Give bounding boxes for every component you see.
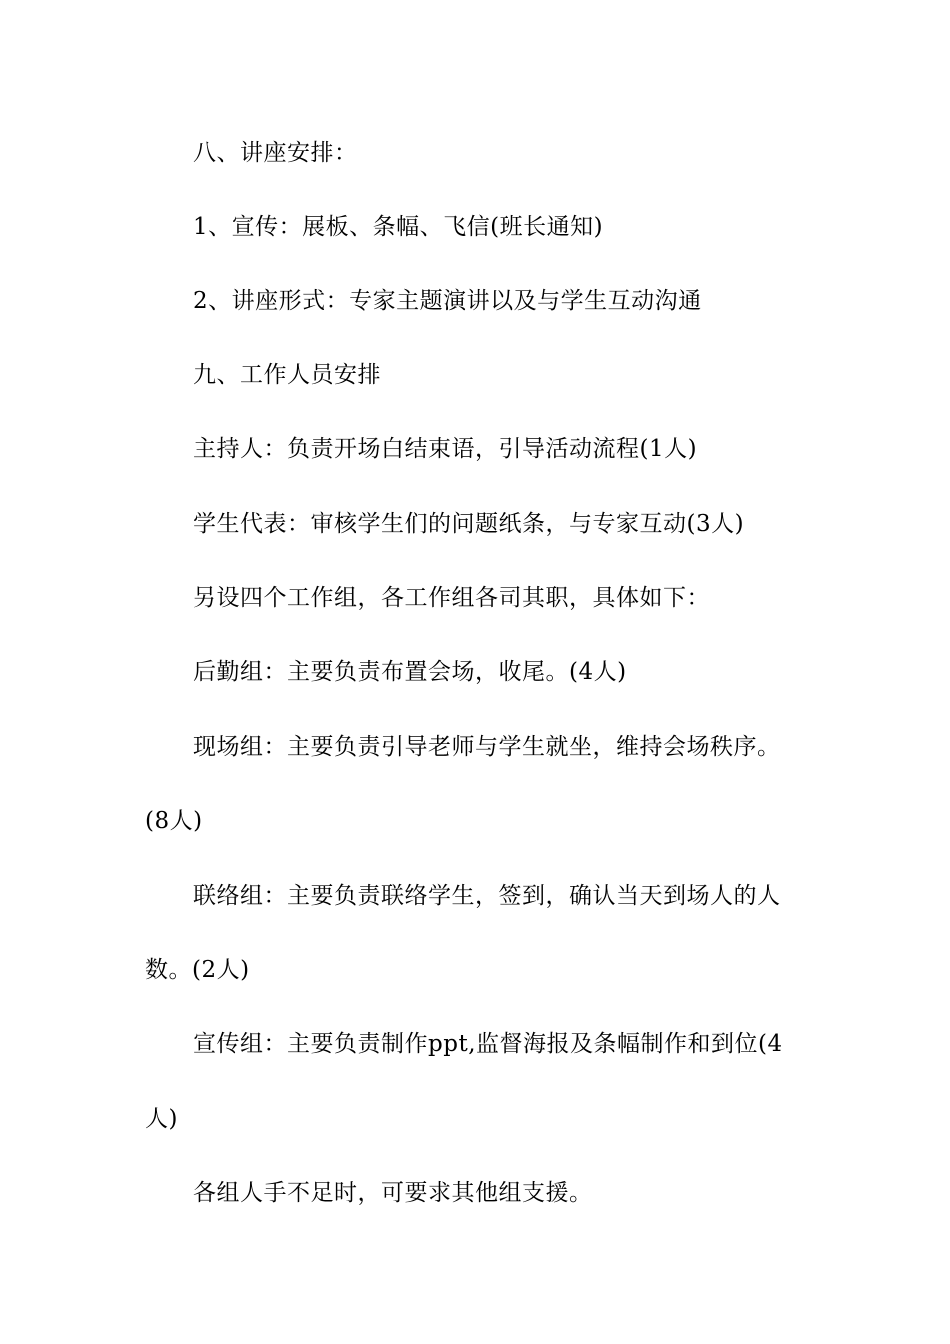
group-onsite-line-2: (8人) <box>145 808 203 834</box>
group-publicity-line-1: 宣传组：主要负责制作ppt,监督海报及条幅制作和到位(4 <box>193 1031 783 1057</box>
staff-host: 主持人：负责开场白结束语，引导活动流程(1人) <box>193 436 698 462</box>
lecture-item-format: 2、讲座形式：专家主题演讲以及与学生互动沟通 <box>193 288 702 314</box>
work-groups-intro: 另设四个工作组，各工作组各司其职，具体如下： <box>193 585 710 611</box>
staff-student-representatives: 学生代表：审核学生们的问题纸条，与专家互动(3人) <box>193 511 745 537</box>
group-liaison-line-2: 数。(2人) <box>145 957 250 983</box>
heading-lecture-arrangement: 八、讲座安排： <box>193 140 358 166</box>
group-logistics: 后勤组：主要负责布置会场，收尾。(4人) <box>193 659 627 685</box>
group-liaison-line-1: 联络组：主要负责联络学生，签到，确认当天到场人的人 <box>193 883 781 909</box>
group-onsite-line-1: 现场组：主要负责引导老师与学生就坐，维持会场秩序。 <box>193 734 781 760</box>
heading-staff-arrangement: 九、工作人员安排 <box>193 362 381 388</box>
group-publicity-line-2: 人) <box>145 1106 178 1132</box>
lecture-item-publicity: 1、宣传：展板、条幅、飞信(班长通知) <box>193 214 604 240</box>
support-note: 各组人手不足时，可要求其他组支援。 <box>193 1180 593 1206</box>
